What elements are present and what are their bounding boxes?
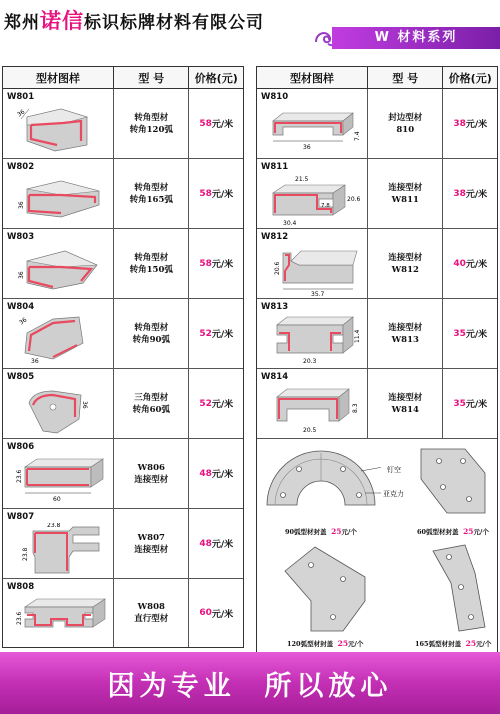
dim-label: 20.6: [274, 261, 281, 275]
price-cell: [443, 159, 497, 228]
price-cell: [189, 299, 243, 368]
profile-image-cell: [257, 369, 368, 438]
dim-label: 7.4: [354, 131, 361, 141]
cap-165-drawing: [429, 543, 489, 635]
price-unit: 元/米: [211, 120, 234, 130]
price-cell: [189, 229, 243, 298]
dim-label: 20.6: [347, 196, 361, 203]
dim-label: 60: [53, 496, 61, 503]
profile-image-cell: [3, 369, 114, 438]
price-cell: [189, 579, 243, 647]
model-variant: W812: [391, 264, 419, 275]
model-name: 转角型材: [134, 322, 169, 333]
header-price: 价格(元): [194, 71, 238, 85]
model-name: 三角型材: [134, 392, 169, 403]
price-value: 38: [453, 118, 466, 129]
slogan: 因为专业 所以放心: [107, 670, 393, 702]
profile-w814-drawing: [267, 383, 363, 435]
dim-label: 21.5: [295, 176, 309, 183]
table-header: [257, 67, 497, 89]
dim-label: 23.8: [22, 547, 29, 561]
dim-label: 23.6: [16, 469, 23, 483]
model-name: 连接型材: [388, 322, 423, 333]
model-cell: [114, 299, 189, 368]
profile-image-cell: [3, 439, 114, 508]
cap-90-drawing: [261, 445, 381, 523]
table-row: [3, 299, 243, 369]
price-unit: 元/米: [465, 120, 488, 130]
model-name: 转角型材: [134, 182, 169, 193]
profile-code: W806: [7, 442, 35, 452]
profile-code: W814: [261, 372, 289, 382]
model-cell: [114, 369, 189, 438]
cap-name: 165弧型材封盖: [415, 640, 462, 648]
price-value: 40: [453, 258, 466, 269]
model-cell: [368, 89, 443, 158]
profile-w801-drawing: [13, 103, 103, 153]
footer-banner: [0, 652, 500, 714]
price-value: 58: [199, 188, 212, 199]
company-suffix: 标识标牌材料有限公司: [84, 13, 264, 33]
profile-w808-drawing: [13, 593, 109, 643]
price-cell: [189, 159, 243, 228]
model-variant: 810: [396, 124, 415, 135]
dim-label: 20.5: [303, 427, 317, 434]
price-value: 35: [453, 398, 466, 409]
dim-label: 7.8: [321, 203, 330, 209]
model-cell: [114, 159, 189, 228]
price-value: 48: [199, 468, 212, 479]
cap-name: 60弧型材封盖: [417, 528, 459, 536]
company-prefix: 郑州: [4, 13, 40, 33]
end-caps-section: [257, 439, 497, 654]
table-row: [257, 229, 497, 299]
dim-label: 36: [303, 144, 311, 151]
cap-price: 25: [465, 639, 477, 648]
cap-120-label: [287, 639, 363, 648]
price-value: 58: [199, 258, 212, 269]
dim-label: 23.6: [16, 611, 23, 625]
profile-image-cell: [257, 229, 368, 298]
dim-label: 36: [18, 316, 29, 327]
profile-w805-drawing: [13, 383, 103, 437]
cap-90-label: [285, 527, 357, 536]
cap-name: 120弧型材封盖: [287, 640, 334, 648]
model-variant: 转角120弧: [129, 124, 173, 135]
cap-60-drawing: [413, 443, 493, 521]
table-row: [257, 369, 497, 439]
table-row: [3, 229, 243, 299]
profile-image-cell: [3, 579, 114, 647]
left-price-table: [2, 66, 244, 648]
model-name: 连接型材: [388, 392, 423, 403]
dim-label: 36: [81, 401, 88, 409]
profile-w807-drawing: [13, 523, 109, 577]
price-cell: [189, 439, 243, 508]
table-row: [3, 159, 243, 229]
profile-code: W812: [261, 232, 289, 242]
price-cell: [189, 509, 243, 578]
profile-image-cell: [3, 89, 114, 158]
nail-hole-callout: 钉空: [387, 466, 401, 474]
profile-code: W808: [7, 582, 35, 592]
profile-image-cell: [257, 299, 368, 368]
model-cell: [114, 509, 189, 578]
profile-code: W804: [7, 302, 35, 312]
price-value: 35: [453, 328, 466, 339]
model-variant: W813: [391, 334, 419, 345]
header-model: 型 号: [114, 67, 189, 88]
profile-image-cell: [3, 159, 114, 228]
profile-w813-drawing: [267, 313, 363, 365]
header-model: 型 号: [368, 67, 443, 88]
dim-label: 11.4: [354, 329, 361, 343]
model-name: 封边型材: [388, 112, 423, 123]
header-image: 型材图样: [3, 67, 114, 88]
profile-w802-drawing: [13, 173, 103, 223]
model-cell: [368, 369, 443, 438]
table-row: [257, 299, 497, 369]
header: [0, 0, 500, 62]
model-cell: [368, 229, 443, 298]
table-row: [3, 369, 243, 439]
company-name: [4, 5, 264, 35]
price-unit: 元/米: [465, 190, 488, 200]
brand-name: 诺信: [40, 9, 84, 33]
price-cell: [189, 89, 243, 158]
price-unit: 元/米: [465, 330, 488, 340]
cap-name: 90弧型材封盖: [285, 528, 327, 536]
cap-unit: 元/个: [341, 528, 357, 536]
profile-image-cell: [257, 89, 368, 158]
acrylic-callout: 亚克力: [383, 490, 404, 498]
price-cell: [189, 369, 243, 438]
profile-code: W802: [7, 162, 35, 172]
model-variant: W811: [391, 194, 419, 205]
price-unit: 元/米: [211, 609, 234, 620]
profile-code: W811: [261, 162, 289, 172]
table-row: [3, 509, 243, 579]
price-unit: 元/米: [211, 470, 234, 480]
model-variant: 连接型材: [134, 474, 169, 485]
profile-code: W813: [261, 302, 289, 312]
model-name: W807: [137, 532, 165, 543]
profile-w812-drawing: [267, 243, 363, 297]
model-variant: 转角90弧: [132, 334, 170, 345]
model-cell: [368, 159, 443, 228]
cap-unit: 元/个: [348, 640, 364, 648]
table-row: [3, 89, 243, 159]
profile-code: W803: [7, 232, 35, 242]
price-cell: [443, 229, 497, 298]
model-variant: 直行型材: [134, 614, 169, 624]
profile-code: W805: [7, 372, 35, 382]
price-unit: 元/米: [211, 400, 234, 410]
model-name: 连接型材: [388, 182, 423, 193]
price-unit: 元/米: [211, 540, 234, 550]
cap-120-drawing: [281, 543, 371, 635]
dim-label: 36: [18, 201, 25, 209]
price-unit: 元/米: [211, 260, 234, 270]
model-variant: 转角150弧: [129, 264, 173, 275]
model-name: W806: [137, 462, 165, 473]
model-cell: [114, 579, 189, 647]
cap-price: 25: [331, 527, 342, 536]
price-cell: [443, 369, 497, 438]
dim-label: 36: [31, 358, 39, 365]
profile-w811-drawing: [267, 173, 363, 227]
profile-code: W807: [7, 512, 35, 522]
dim-label: 23.8: [47, 523, 61, 529]
dim-label: 20.3: [303, 358, 317, 365]
cap-unit: 元/个: [476, 640, 492, 648]
cap-165-label: [415, 639, 491, 648]
model-name: 转角型材: [134, 252, 169, 263]
price-value: 52: [199, 398, 212, 409]
header-image: 型材图样: [257, 67, 368, 88]
price-value: 38: [453, 188, 466, 199]
price-cell: [443, 299, 497, 368]
price-unit: 元/米: [465, 400, 488, 410]
header-price: 价格(元): [448, 71, 492, 85]
profile-image-cell: [3, 509, 114, 578]
profile-w803-drawing: [13, 243, 103, 293]
price-value: 48: [199, 538, 212, 549]
model-cell: [368, 299, 443, 368]
cap-price: 25: [463, 527, 474, 536]
table-row: [3, 579, 243, 647]
model-name: 连接型材: [388, 252, 423, 263]
profile-code: W810: [261, 92, 289, 102]
dim-label: 30.4: [283, 220, 297, 227]
dim-label: 8.3: [352, 403, 359, 413]
model-variant: 连接型材: [134, 544, 169, 555]
price-cell: [443, 89, 497, 158]
table-row: [3, 439, 243, 509]
table-row: [257, 159, 497, 229]
price-unit: 元/米: [465, 260, 488, 270]
dim-label: 36: [16, 108, 27, 119]
series-banner: W 材料系列: [332, 27, 500, 49]
price-value: 58: [199, 118, 212, 129]
model-cell: [114, 89, 189, 158]
price-value: 52: [199, 328, 212, 339]
model-name: W808: [137, 602, 165, 612]
model-variant: 转角165弧: [129, 194, 173, 205]
price-value: 60: [199, 608, 212, 618]
model-variant: W814: [391, 404, 419, 415]
model-cell: [114, 439, 189, 508]
profile-code: W801: [7, 92, 35, 102]
table-row: [257, 89, 497, 159]
model-name: 转角型材: [134, 112, 169, 123]
profile-image-cell: [3, 299, 114, 368]
profile-image-cell: [257, 159, 368, 228]
model-variant: 转角60弧: [132, 404, 170, 415]
right-price-table: [256, 66, 498, 655]
dim-label: 35.7: [311, 291, 325, 297]
price-unit: 元/米: [211, 330, 234, 340]
cap-60-label: [417, 527, 489, 536]
dim-label: 36: [18, 271, 25, 279]
profile-w806-drawing: [13, 453, 109, 505]
price-unit: 元/米: [211, 190, 234, 200]
cap-unit: 元/个: [473, 528, 489, 536]
profile-w810-drawing: [267, 103, 363, 153]
table-header: [3, 67, 243, 89]
model-cell: [114, 229, 189, 298]
profile-image-cell: [3, 229, 114, 298]
cap-price: 25: [337, 639, 349, 648]
profile-w804-drawing: [13, 313, 103, 365]
